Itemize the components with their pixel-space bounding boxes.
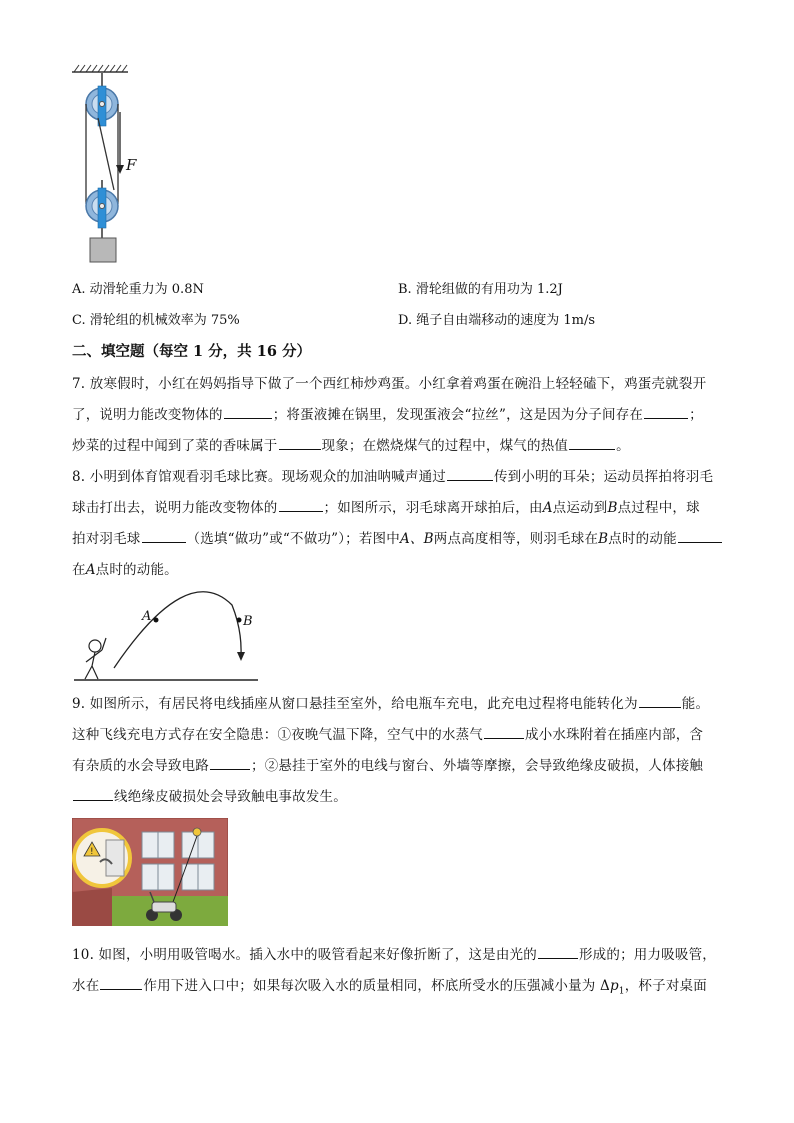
option-d: D. 绳子自由端移动的速度为 1m/s xyxy=(398,313,596,328)
flying-wire-charging-figure xyxy=(72,818,228,926)
q10-line-1: 10. 如图，小明用吸管喝水。插入水中的吸管看起来好像折断了，这是由光的 形成的；用力吸吸管， xyxy=(72,947,716,963)
answer-blank xyxy=(73,788,113,801)
option-b: B. 滑轮组做的有用功为 1.2J xyxy=(398,282,563,297)
answer-blank xyxy=(538,946,578,959)
q9-line-2: 这种飞线充电方式存在安全隐患：①夜晚气温下降，空气中的水蒸气 成小水珠附着在插座内部，含 xyxy=(72,727,704,743)
q8-line-1: 8. 小明到体育馆观看羽毛球比赛。现场观众的加油呐喊声通过 传到小明的耳朵；运动员挥拍将羽毛 xyxy=(72,469,714,485)
answer-blank xyxy=(100,977,142,990)
q7-line-3: 炒菜的过程中闻到了菜的香味属于 现象；在燃烧煤气的过程中，煤气的热值 。 xyxy=(72,438,630,454)
answer-blank xyxy=(644,406,688,419)
answer-blank xyxy=(279,499,323,512)
q8-line-2: 球击打出去，说明力能改变物体的 ；如图所示，羽毛球离开球拍后，由A点运动到B点过程中，球 xyxy=(72,500,700,516)
section-title: 二、填空题（每空 1 分，共 16 分） xyxy=(72,343,311,360)
answer-blank xyxy=(210,757,250,770)
shuttlecock-trajectory-figure xyxy=(72,580,262,685)
answer-blank xyxy=(279,437,321,450)
answer-blank xyxy=(569,437,615,450)
q9-line-4: 线绝缘皮破损处会导致触电事故发生。 xyxy=(72,785,347,805)
point-b-label: B xyxy=(243,614,253,629)
q9-line-3: 有杂质的水会导致电路 ；②悬挂于室外的电线与窗台、外墙等摩擦，会导致绝缘皮破损，人体接触 xyxy=(72,758,704,774)
pulley-system-figure xyxy=(70,62,150,267)
q7-line-1: 7. 放寒假时，小红在妈妈指导下做了一个西红柿炒鸡蛋。小红拿着鸡蛋在碗沿上轻轻磕下，鸡蛋壳就裂开 xyxy=(72,376,707,392)
option-a: A. 动滑轮重力为 0.8N xyxy=(72,282,204,297)
q8-line-3: 拍对羽毛球 （选填“做功”或“不做功”）；若图中A、B两点高度相等，则羽毛球在B点时的动能 xyxy=(72,527,723,547)
answer-blank xyxy=(484,726,524,739)
answer-blank xyxy=(224,406,272,419)
answer-blank xyxy=(447,468,493,481)
point-a-label: A xyxy=(142,609,152,624)
q9-line-1: 9. 如图所示，有居民将电线插座从窗口悬挂至室外，给电瓶车充电，此充电过程将电能转化为 能。 xyxy=(72,696,710,712)
answer-blank xyxy=(639,695,681,708)
force-label: F xyxy=(126,156,137,174)
answer-blank xyxy=(678,530,722,543)
q7-line-2: 了，说明力能改变物体的 ；将蛋液摊在锅里，发现蛋液会“拉丝”，这是因为分子间存在 ； xyxy=(72,407,703,423)
option-c: C. 滑轮组的机械效率为 75% xyxy=(72,313,240,328)
q10-line-2: 水在 作用下进入口中；如果每次吸入水的质量相同，杯底所受水的压强减小量为 $\Delta p_1$，杯子对桌面 xyxy=(72,978,707,997)
svg-text:!: ! xyxy=(90,847,94,857)
answer-blank xyxy=(142,530,186,543)
q8-line-4: 在A点时的动能。 xyxy=(72,562,178,578)
